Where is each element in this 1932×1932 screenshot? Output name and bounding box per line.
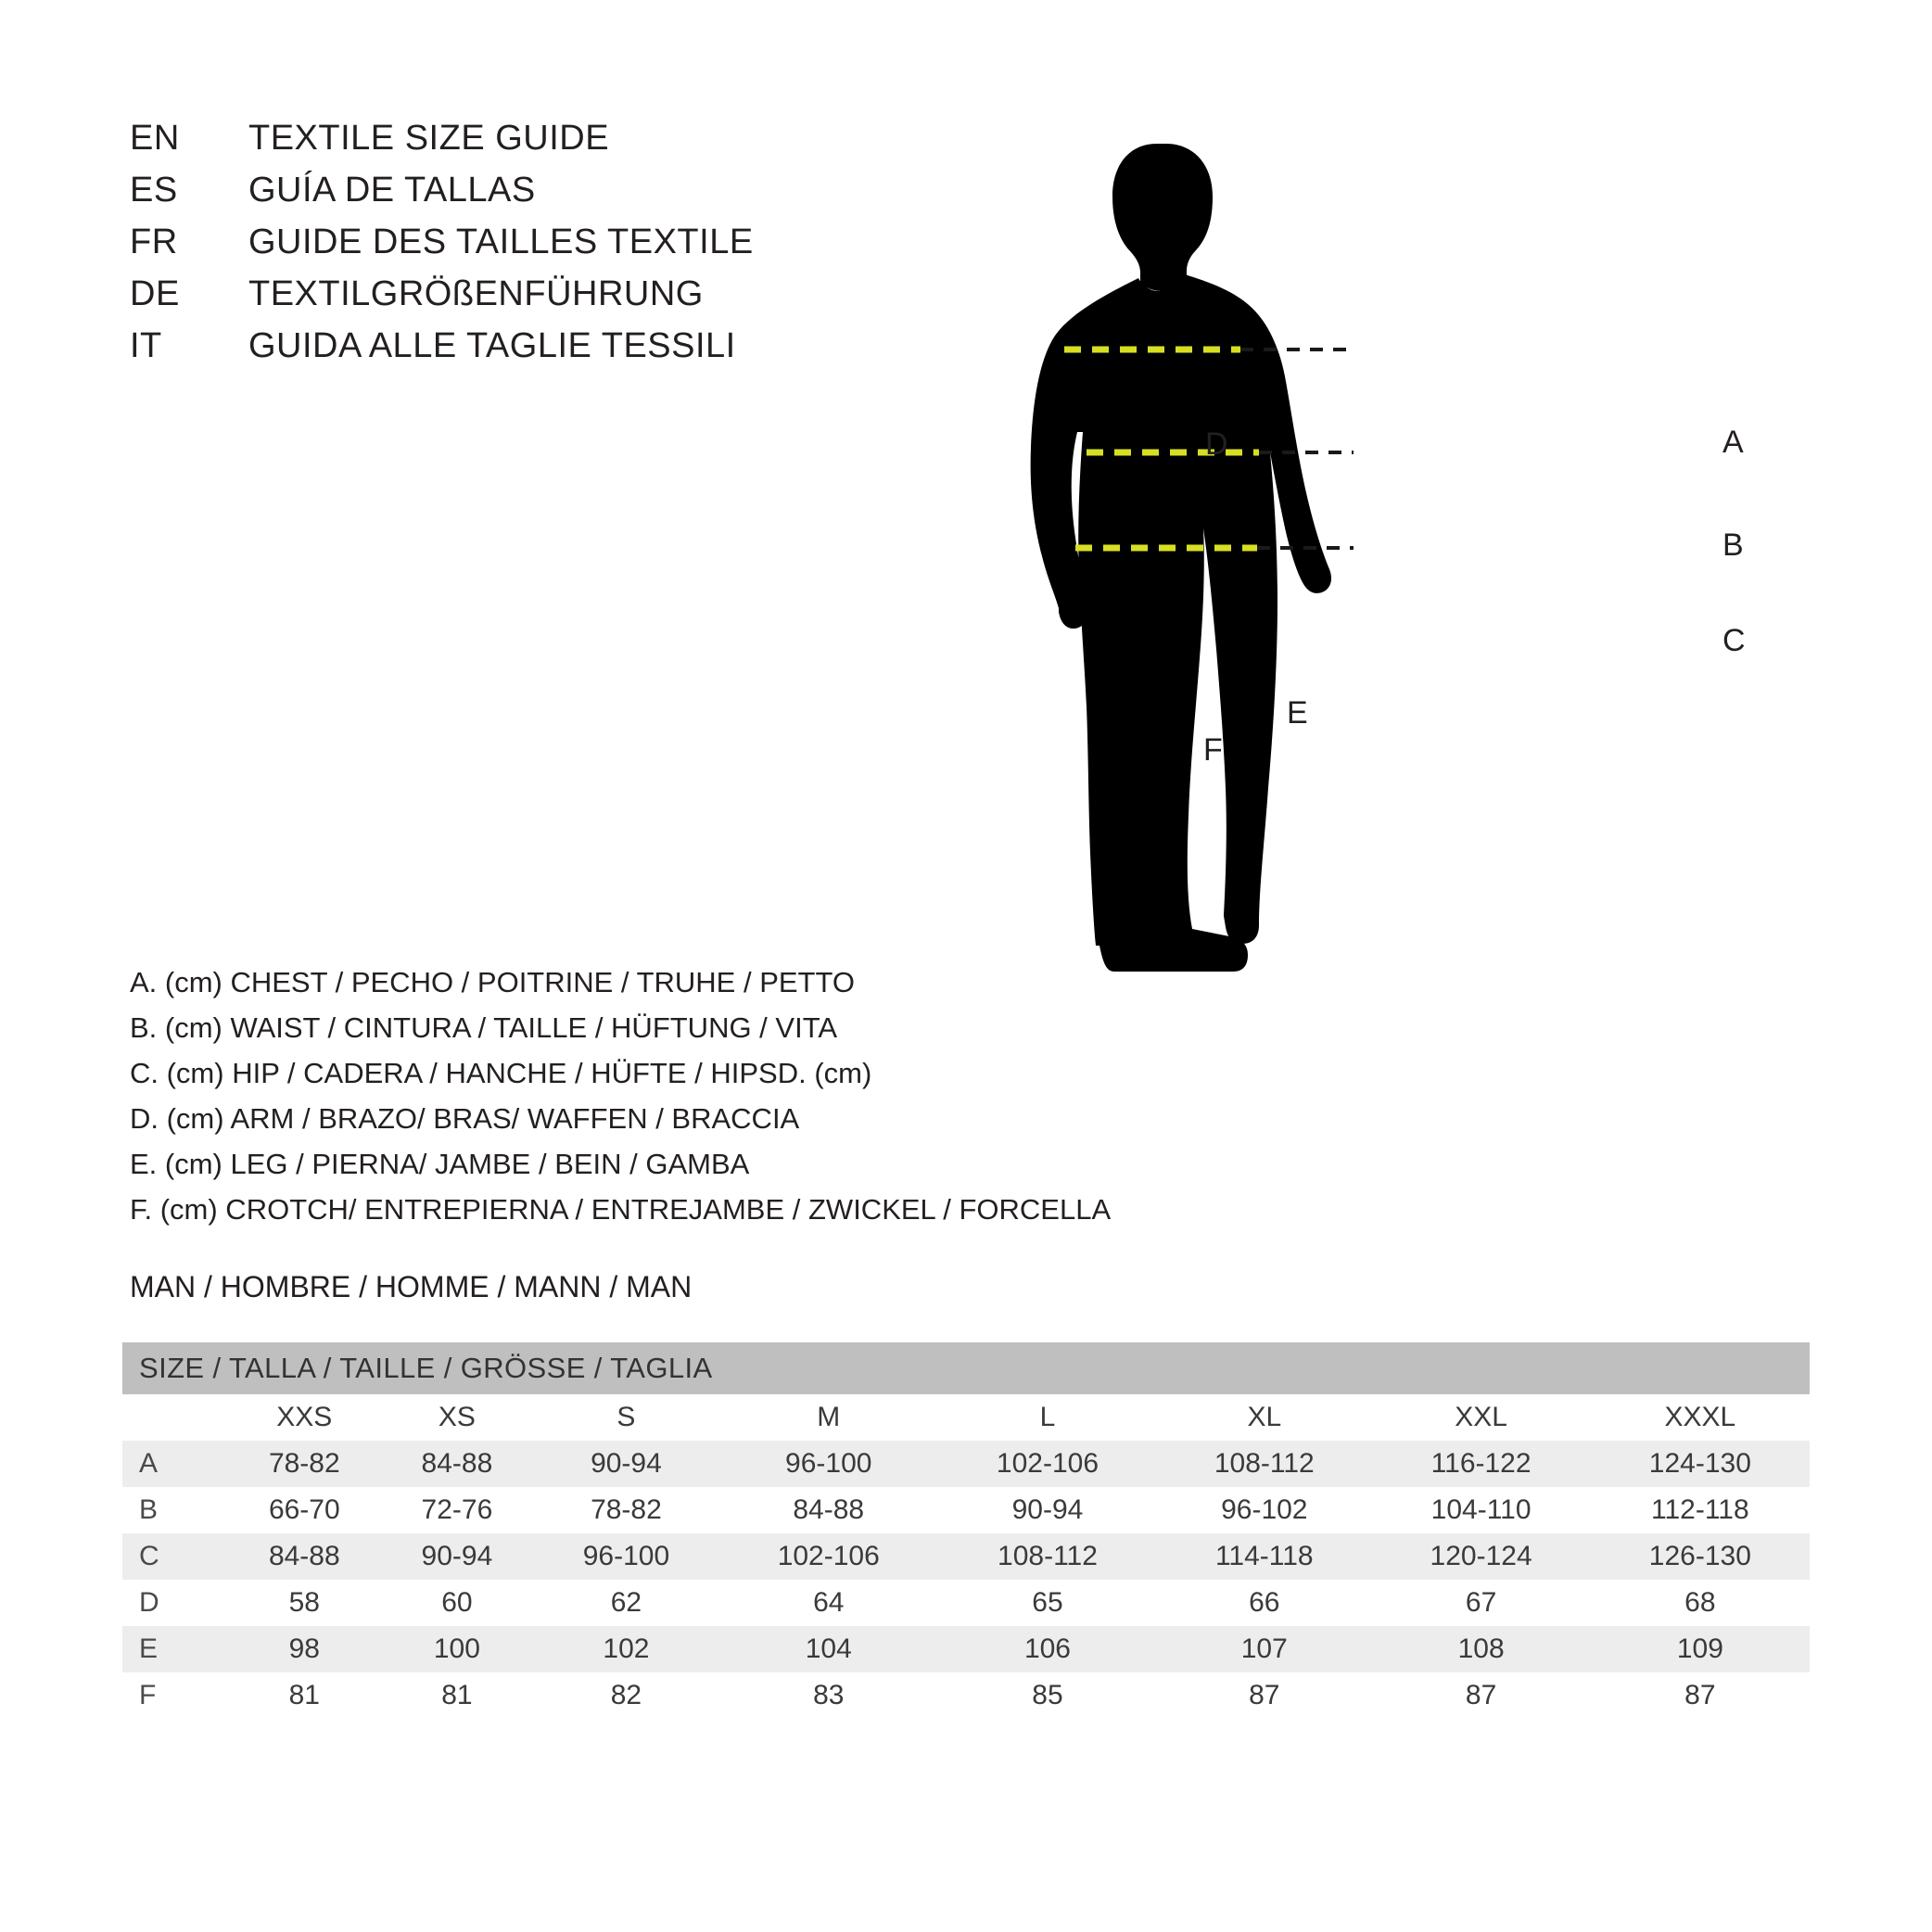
legend-line-c: C. (cm) HIP / CADERA / HANCHE / HÜFTE / HIPSD. (cm): [130, 1057, 872, 1089]
title-row: [130, 222, 890, 274]
table-row: [122, 1580, 1810, 1626]
cell-e-xs: 100: [381, 1626, 534, 1672]
cell-a-l: 102-106: [938, 1441, 1157, 1487]
dimension-label-a: A: [1722, 425, 1744, 460]
cell-f-xxs: 81: [228, 1672, 381, 1719]
cell-a-xl: 108-112: [1157, 1441, 1371, 1487]
row-key-c: C: [122, 1533, 228, 1580]
title-text-de: TEXTILGRÖßENFÜHRUNG: [248, 274, 704, 313]
cell-c-s: 96-100: [533, 1533, 718, 1580]
title-lang-en: EN: [130, 119, 180, 158]
title-lang-es: ES: [130, 171, 178, 210]
gender-label: MAN / HOMBRE / HOMME / MANN / MAN: [130, 1270, 693, 1303]
title-row: [130, 326, 890, 378]
sizes-row-key: [122, 1394, 228, 1441]
cell-e-s: 102: [533, 1626, 718, 1672]
cell-f-xs: 81: [381, 1672, 534, 1719]
cell-c-xxxl: 126-130: [1591, 1533, 1810, 1580]
table-sizes-row: [122, 1394, 1810, 1441]
title-lang-fr: FR: [130, 222, 178, 261]
title-row: [130, 274, 890, 326]
cell-e-xxs: 98: [228, 1626, 381, 1672]
cell-a-m: 96-100: [719, 1441, 938, 1487]
cell-c-m: 102-106: [719, 1533, 938, 1580]
cell-d-xxxl: 68: [1591, 1580, 1810, 1626]
size-col-xl: XL: [1157, 1394, 1371, 1441]
title-text-en: TEXTILE SIZE GUIDE: [248, 119, 610, 158]
cell-d-xl: 66: [1157, 1580, 1371, 1626]
cell-f-xxl: 87: [1372, 1672, 1591, 1719]
cell-a-xxxl: 124-130: [1591, 1441, 1810, 1487]
cell-f-xxxl: 87: [1591, 1672, 1810, 1719]
cell-d-m: 64: [719, 1580, 938, 1626]
size-col-xxl: XXL: [1372, 1394, 1591, 1441]
cell-d-xs: 60: [381, 1580, 534, 1626]
dimension-label-b: B: [1722, 527, 1744, 563]
size-col-l: L: [938, 1394, 1157, 1441]
cell-c-xxl: 120-124: [1372, 1533, 1591, 1580]
title-row: [130, 171, 890, 222]
cell-b-s: 78-82: [533, 1487, 718, 1533]
cell-c-xxs: 84-88: [228, 1533, 381, 1580]
size-col-xxxl: XXXL: [1591, 1394, 1810, 1441]
legend-line-a: A. (cm) CHEST / PECHO / POITRINE / TRUHE / PETTO: [130, 966, 855, 998]
legend-line-e: E. (cm) LEG / PIERNA/ JAMBE / BEIN / GAMBA: [130, 1148, 750, 1180]
size-col-xs: XS: [381, 1394, 534, 1441]
cell-b-xxs: 66-70: [228, 1487, 381, 1533]
cell-b-l: 90-94: [938, 1487, 1157, 1533]
title-lang-it: IT: [130, 326, 162, 365]
cell-a-xxl: 116-122: [1372, 1441, 1591, 1487]
silhouette-svg: [1010, 93, 1845, 1205]
dimension-label-e: E: [1287, 695, 1308, 731]
cell-b-xxxl: 112-118: [1591, 1487, 1810, 1533]
body-diagram: [1010, 93, 1845, 1205]
cell-a-s: 90-94: [533, 1441, 718, 1487]
legend-line-d: D. (cm) ARM / BRAZO/ BRAS/ WAFFEN / BRACCIA: [130, 1102, 800, 1135]
table-row: [122, 1672, 1810, 1719]
legend-line-b: B. (cm) WAIST / CINTURA / TAILLE / HÜFTUNG / VITA: [130, 1011, 838, 1044]
cell-f-s: 82: [533, 1672, 718, 1719]
cell-f-xl: 87: [1157, 1672, 1371, 1719]
cell-f-m: 83: [719, 1672, 938, 1719]
size-col-xxs: XXS: [228, 1394, 381, 1441]
row-key-e: E: [122, 1626, 228, 1672]
title-block: [130, 119, 890, 378]
cell-b-xxl: 104-110: [1372, 1487, 1591, 1533]
cell-e-l: 106: [938, 1626, 1157, 1672]
dimension-label-c: C: [1722, 623, 1746, 658]
cell-a-xxs: 78-82: [228, 1441, 381, 1487]
cell-c-xl: 114-118: [1157, 1533, 1371, 1580]
title-text-fr: GUIDE DES TAILLES TEXTILE: [248, 222, 754, 261]
table-row: [122, 1487, 1810, 1533]
cell-f-l: 85: [938, 1672, 1157, 1719]
cell-b-xs: 72-76: [381, 1487, 534, 1533]
row-key-b: B: [122, 1487, 228, 1533]
table-row: [122, 1626, 1810, 1672]
cell-e-m: 104: [719, 1626, 938, 1672]
legend-line-f: F. (cm) CROTCH/ ENTREPIERNA / ENTREJAMBE / ZWICKEL / FORCELLA: [130, 1193, 1112, 1226]
cell-d-xxs: 58: [228, 1580, 381, 1626]
cell-b-m: 84-88: [719, 1487, 938, 1533]
title-text-it: GUIDA ALLE TAGLIE TESSILI: [248, 326, 736, 365]
table-header-bar: [122, 1342, 1810, 1394]
table-header-label: SIZE / TALLA / TAILLE / GRÖSSE / TAGLIA: [122, 1342, 1810, 1394]
table-row: [122, 1533, 1810, 1580]
cell-c-l: 108-112: [938, 1533, 1157, 1580]
cell-d-s: 62: [533, 1580, 718, 1626]
title-lang-de: DE: [130, 274, 180, 313]
cell-e-xl: 107: [1157, 1626, 1371, 1672]
size-col-s: S: [533, 1394, 718, 1441]
cell-d-xxl: 67: [1372, 1580, 1591, 1626]
cell-a-xs: 84-88: [381, 1441, 534, 1487]
cell-e-xxl: 108: [1372, 1626, 1591, 1672]
size-col-m: M: [719, 1394, 938, 1441]
cell-e-xxxl: 109: [1591, 1626, 1810, 1672]
cell-b-xl: 96-102: [1157, 1487, 1371, 1533]
table-row: [122, 1441, 1810, 1487]
title-text-es: GUÍA DE TALLAS: [248, 171, 536, 210]
cell-c-xs: 90-94: [381, 1533, 534, 1580]
title-row: [130, 119, 890, 171]
male-silhouette: [1031, 144, 1331, 972]
row-key-f: F: [122, 1672, 228, 1719]
row-key-d: D: [122, 1580, 228, 1626]
dimension-label-d: D: [1205, 426, 1228, 462]
cell-d-l: 65: [938, 1580, 1157, 1626]
row-key-a: A: [122, 1441, 228, 1487]
size-table: [122, 1342, 1810, 1719]
dimension-label-f: F: [1203, 732, 1223, 768]
